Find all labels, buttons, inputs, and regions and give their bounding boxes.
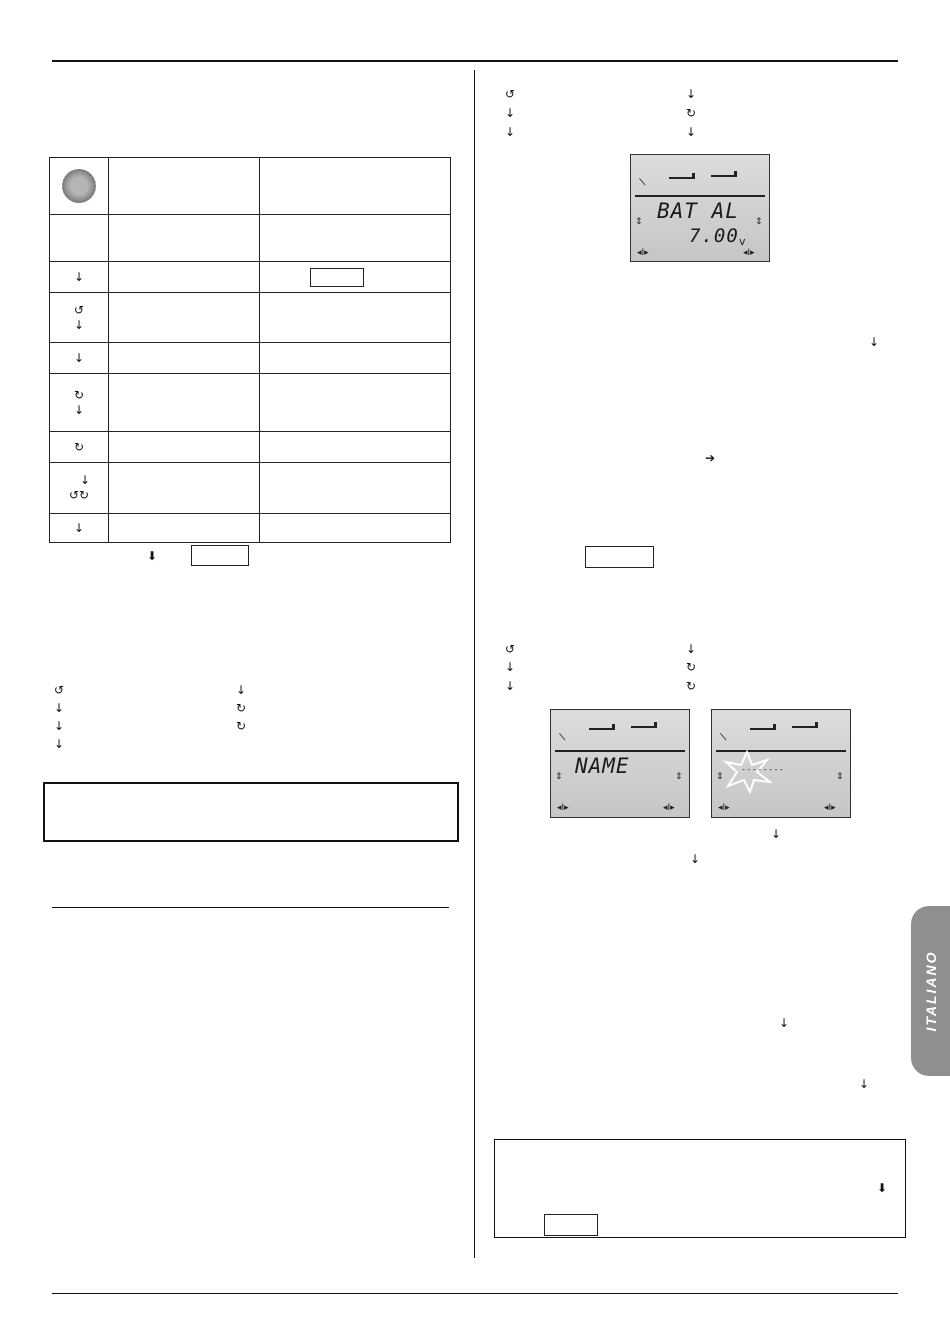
down-arrow-icon: ↓	[79, 473, 91, 487]
down-arrow-icon: ↓	[505, 679, 516, 693]
plane-icon	[711, 175, 735, 177]
knob-cell	[50, 158, 109, 215]
down-arrow-icon: ↓	[236, 683, 247, 697]
key-box	[310, 268, 364, 287]
plane-icon	[589, 728, 613, 730]
down-arrow-icon: ↓	[869, 335, 880, 349]
language-tab-label: ITALIANO	[922, 950, 939, 1032]
column-divider	[474, 70, 475, 1258]
down-arrow-icon: ↓	[686, 642, 697, 656]
rotate-ccw-icon: ↺	[73, 302, 85, 317]
plane-icon	[792, 726, 816, 728]
lcd-unit: v	[739, 235, 746, 248]
down-arrow-icon: ↓	[73, 402, 85, 417]
trim-right-icon: ⇕	[675, 772, 683, 782]
section-rule	[52, 907, 449, 908]
down-arrow-icon: ↓	[73, 520, 85, 535]
antenna-icon: |	[558, 732, 567, 742]
down-arrow-icon: ↓	[690, 852, 701, 866]
rotate-ccw-icon: ↺	[505, 87, 516, 101]
lcd-name-text: NAME	[575, 754, 630, 778]
rotate-ccw-icon: ↺	[54, 683, 65, 697]
antenna-icon: |	[638, 177, 647, 187]
plane-icon	[631, 726, 655, 728]
down-arrow-icon: ↓	[771, 827, 782, 841]
lcd-line2: 7.00	[689, 225, 739, 247]
trim-left-icon: ⇕	[635, 217, 643, 227]
trim-bottom-right-icon: ◂I▸	[663, 803, 675, 813]
trim-bottom-left-icon: ◂I▸	[718, 803, 730, 813]
down-arrow-icon: ↓	[779, 1016, 790, 1030]
down-arrow-icon: ↓	[859, 1077, 870, 1091]
lcd-battery-alarm	[630, 154, 770, 262]
down-arrow-icon: ↓	[73, 317, 85, 332]
trim-bottom-right-icon: ◂I▸	[743, 248, 755, 258]
down-arrow-icon: ↓	[73, 350, 85, 365]
lcd-divider	[555, 750, 685, 752]
top-rule	[52, 60, 898, 62]
down-arrow-icon: ↓	[686, 87, 697, 101]
rotate-cw-icon: ↻	[236, 701, 247, 715]
bold-down-arrow-icon: ⬇	[147, 549, 158, 563]
trim-right-icon: ⇕	[836, 772, 844, 782]
trim-bottom-left-icon: ◂I▸	[557, 803, 569, 813]
antenna-icon: |	[719, 732, 728, 742]
down-arrow-icon: ↓	[54, 719, 65, 733]
lcd-blank-dashes: - - - - - - - -	[742, 765, 783, 774]
arrow-right-icon: ➔	[705, 451, 716, 465]
rotate-cw-icon: ↻	[686, 679, 697, 693]
down-arrow-icon: ↓	[54, 737, 65, 751]
down-arrow-icon: ↓	[54, 701, 65, 715]
rotate-cw-icon: ↻	[236, 719, 247, 733]
rotate-ccw-icon: ↺	[505, 642, 516, 656]
plane-icon	[750, 728, 774, 730]
note-box	[494, 1139, 906, 1238]
rotate-cw-icon: ↻	[686, 106, 697, 120]
trim-left-icon: ⇕	[716, 772, 724, 782]
rotate-cw-icon: ↻	[73, 387, 85, 402]
key-box	[585, 546, 654, 568]
language-tab	[911, 906, 950, 1076]
steps-table	[49, 157, 451, 543]
down-arrow-icon: ↓	[505, 125, 516, 139]
down-arrow-icon: ↓	[505, 660, 516, 674]
lcd-line1: BAT AL	[657, 199, 739, 223]
key-box	[191, 545, 249, 566]
note-box	[43, 782, 459, 842]
trim-right-icon: ⇕	[755, 217, 763, 227]
rotate-ccw-cw-icon: ↺↻	[68, 488, 90, 502]
trim-bottom-right-icon: ◂I▸	[824, 803, 836, 813]
trim-bottom-left-icon: ◂I▸	[637, 248, 649, 258]
rotary-knob-icon	[62, 169, 96, 203]
down-arrow-icon: ↓	[73, 269, 85, 284]
lcd-divider	[635, 195, 765, 197]
key-box	[544, 1214, 598, 1236]
lcd-name-blank	[711, 709, 851, 818]
rotate-cw-icon: ↻	[73, 439, 85, 454]
bottom-rule	[52, 1293, 898, 1294]
bold-down-arrow-icon: ⬇	[877, 1181, 888, 1195]
plane-icon	[669, 177, 693, 179]
down-arrow-icon: ↓	[686, 125, 697, 139]
lcd-name	[550, 709, 690, 818]
rotate-cw-icon: ↻	[686, 660, 697, 674]
trim-left-icon: ⇕	[555, 772, 563, 782]
down-arrow-icon: ↓	[505, 106, 516, 120]
